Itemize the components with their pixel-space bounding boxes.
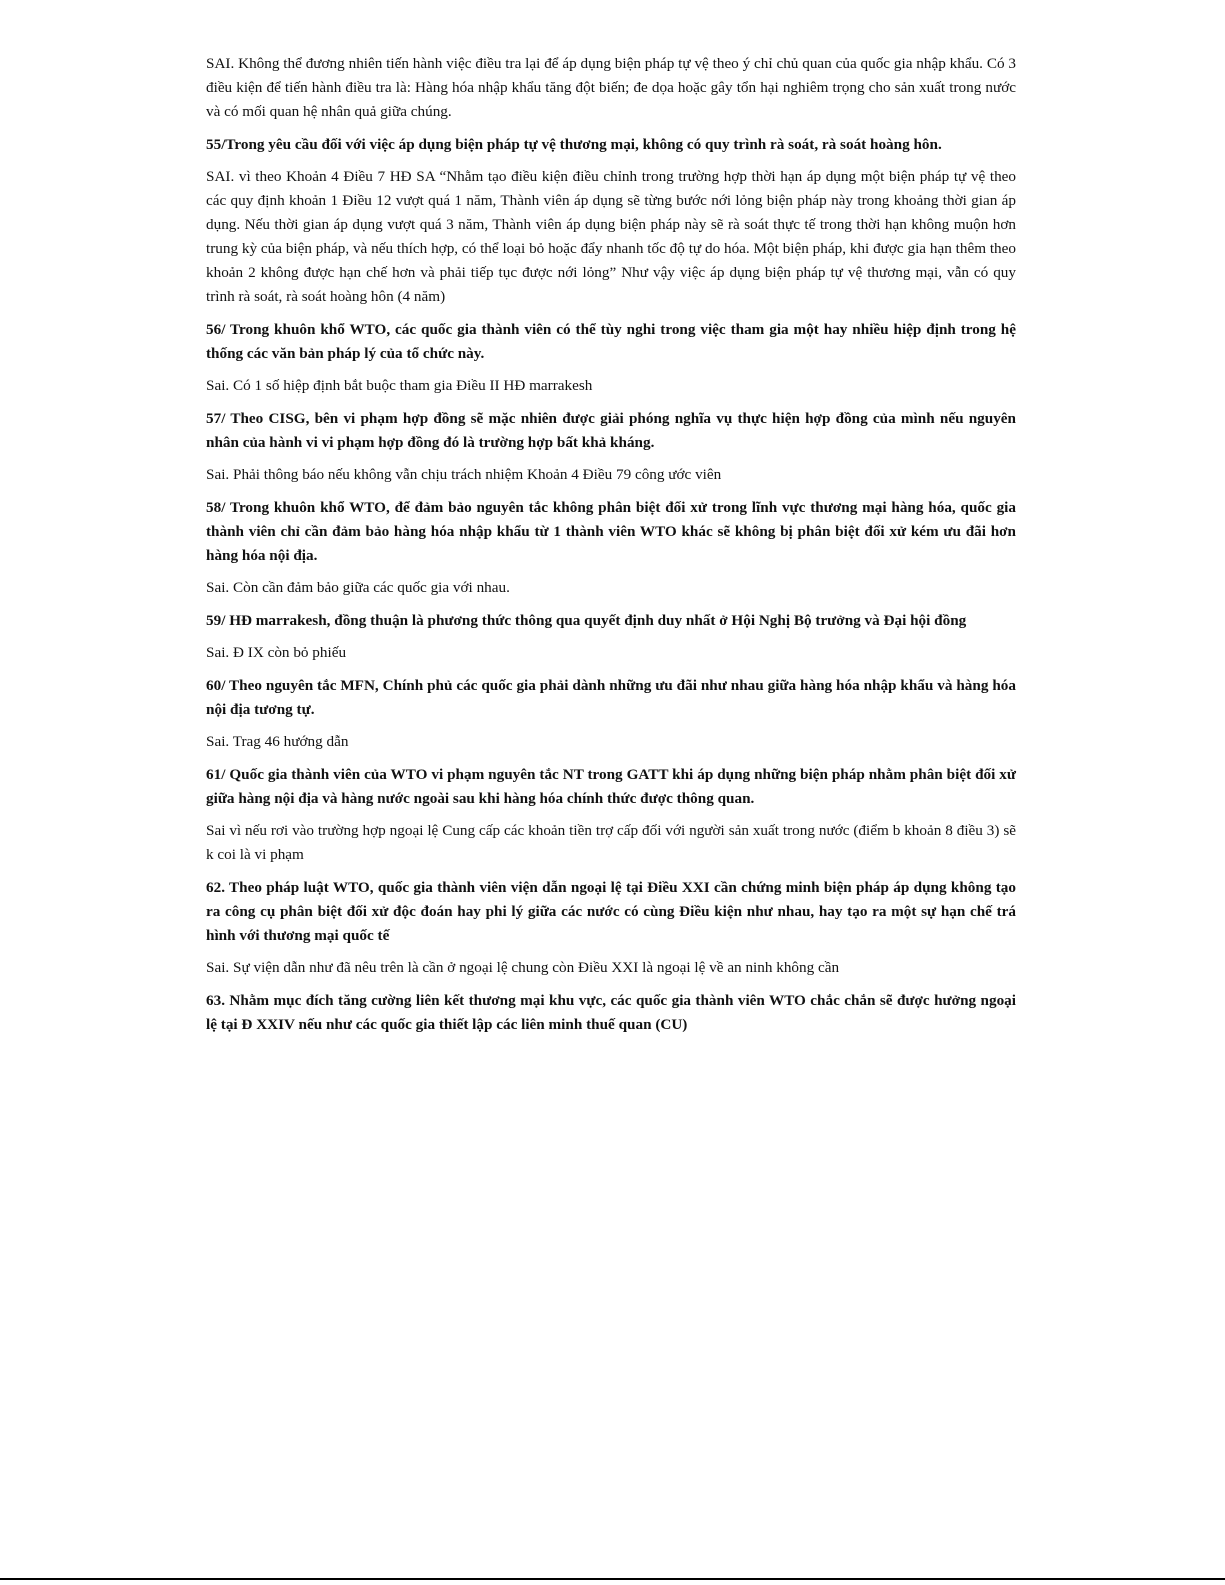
question-61: 61/ Quốc gia thành viên của WTO vi phạm nguyên tắc NT trong GATT khi áp dụng những biện pháp nhằm phân biệt đối xử giữa hàng nội địa và hàng nước ngoài sau khi hàng hóa chính thức được thông quan. xyxy=(206,766,1016,807)
answer-59: Sai. Đ IX còn bỏ phiếu xyxy=(206,644,347,661)
document-body xyxy=(206,52,1016,1045)
answer-62: Sai. Sự viện dẫn như đã nêu trên là cần ở ngoại lệ chung còn Điều XXI là ngoại lệ về an ninh không cần xyxy=(206,959,840,976)
page-bottom-rule xyxy=(0,1578,1225,1580)
answer-58: Sai. Còn cần đảm bảo giữa các quốc gia với nhau. xyxy=(206,579,510,596)
question-59: 59/ HĐ marrakesh, đồng thuận là phương thức thông qua quyết định duy nhất ở Hội Nghị Bộ trưởng và Đại hội đồng xyxy=(206,612,967,629)
question-56: 56/ Trong khuôn khổ WTO, các quốc gia thành viên có thể tùy nghi trong việc tham gia một hay nhiều hiệp định trong hệ thống các văn bản pháp lý của tổ chức này. xyxy=(206,321,1016,362)
question-60: 60/ Theo nguyên tắc MFN, Chính phủ các quốc gia phải dành những ưu đãi như nhau giữa hàng hóa nhập khẩu và hàng hóa nội địa tương tự. xyxy=(206,677,1016,718)
answer-56: Sai. Có 1 số hiệp định bắt buộc tham gia Điều II HĐ marrakesh xyxy=(206,377,593,394)
question-57: 57/ Theo CISG, bên vi phạm hợp đồng sẽ mặc nhiên được giải phóng nghĩa vụ thực hiện hợp đồng của mình nếu nguyên nhân của hành vi vi phạm hợp đồng đó là trường hợp bất khả kháng. xyxy=(206,410,1016,451)
question-62: 62. Theo pháp luật WTO, quốc gia thành viên viện dẫn ngoại lệ tại Điều XXI cần chứng minh biện pháp áp dụng không tạo ra công cụ phân biệt đối xử độc đoán hay phi lý giữa các nước có cùng Điều kiện như nhau, hay tạo ra một sự hạn chế trá hình với thương mại quốc tế xyxy=(206,879,1016,944)
question-63: 63. Nhằm mục đích tăng cường liên kết thương mại khu vực, các quốc gia thành viên WTO chắc chắn sẽ được hưởng ngoại lệ tại Đ XXIV nếu như các quốc gia thiết lập các liên minh thuế quan (CU) xyxy=(206,992,1016,1033)
answer-61: Sai vì nếu rơi vào trường hợp ngoại lệ Cung cấp các khoản tiền trợ cấp đối với người sản xuất trong nước (điểm b khoản 8 điều 3) sẽ k coi là vi phạm xyxy=(206,822,1016,863)
question-55: 55/Trong yêu cầu đối với việc áp dụng biện pháp tự vệ thương mại, không có quy trình rà soát, rà soát hoàng hôn. xyxy=(206,136,942,153)
answer-57: Sai. Phải thông báo nếu không vẫn chịu trách nhiệm Khoản 4 Điều 79 công ước viên xyxy=(206,466,722,483)
question-58: 58/ Trong khuôn khổ WTO, để đảm bảo nguyên tắc không phân biệt đối xử trong lĩnh vực thương mại hàng hóa, quốc gia thành viên chỉ cần đảm bảo hàng hóa nhập khẩu từ 1 thành viên WTO khác sẽ không bị phân biệt đối xử kém ưu đãi hơn hàng hóa nội địa. xyxy=(206,499,1016,564)
answer-54: SAI. Không thể đương nhiên tiến hành việc điều tra lại để áp dụng biện pháp tự vệ theo ý chỉ chủ quan của quốc gia nhập khẩu. Có 3 điều kiện để tiến hành điều tra là: Hàng hóa nhập khẩu tăng đột biến; đe dọa hoặc gây tổn hại nghiêm trọng cho sản xuất trong nước và có mối quan hệ nhân quả giữa chúng. xyxy=(206,55,1016,120)
answer-55: SAI. vì theo Khoản 4 Điều 7 HĐ SA “Nhằm tạo điều kiện điều chỉnh trong trường hợp thời hạn áp dụng một biện pháp tự vệ theo các quy định khoản 1 Điều 12 vượt quá 1 năm, Thành viên áp dụng sẽ từng bước nới lỏng biện pháp này trong khoảng thời gian áp dụng. Nếu thời gian áp dụng vượt quá 3 năm, Thành viên áp dụng biện pháp này sẽ rà soát thực tế trong thời hạn không muộn hơn trung kỳ của biện pháp, và nếu thích hợp, có thể loại bỏ hoặc đẩy nhanh tốc độ tự do hóa. Một biện pháp, khi được gia hạn thêm theo khoản 2 không được hạn chế hơn và phải tiếp tục được nới lỏng” Như vậy việc áp dụng biện pháp tự vệ thương mại, vẫn có quy trình rà soát, rà soát hoàng hôn (4 năm) xyxy=(206,168,1016,305)
answer-60: Sai. Trag 46 hướng dẫn xyxy=(206,733,349,750)
